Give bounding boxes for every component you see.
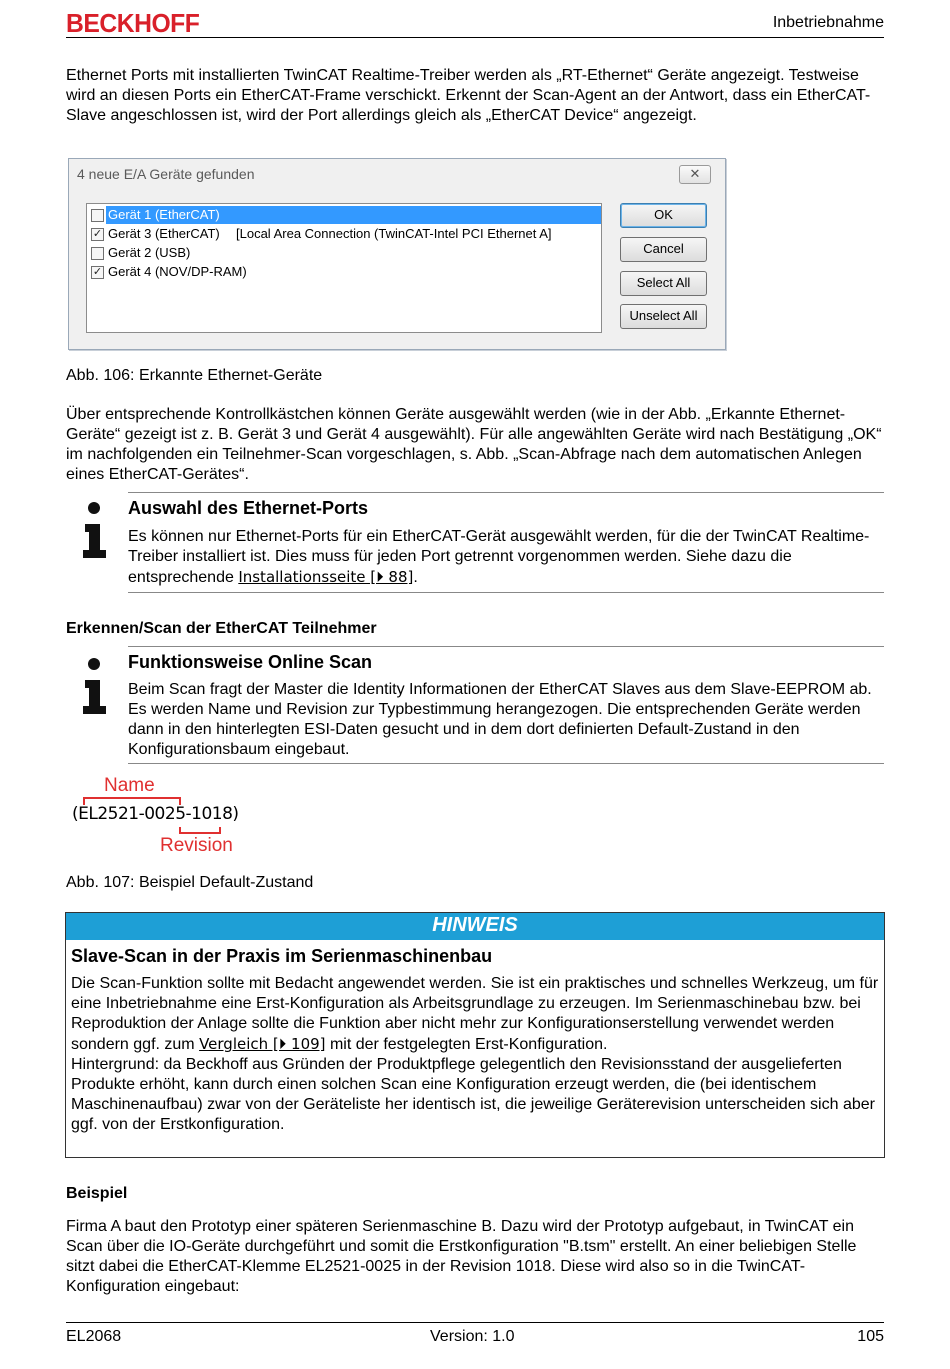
info-rule-top [128, 646, 884, 647]
device-connection: [Local Area Connection (TwinCAT-Intel PCI Ethernet A] [236, 226, 552, 241]
close-icon[interactable]: ✕ [679, 165, 711, 184]
device-label: Gerät 4 (NOV/DP-RAM) [108, 264, 247, 279]
unselect-all-button[interactable]: Unselect All [620, 304, 707, 329]
figure-106-caption: Abb. 106: Erkannte Ethernet-Geräte [66, 367, 323, 384]
footer-rule [66, 1322, 884, 1323]
section-title: Inbetriebnahme [772, 14, 884, 31]
example-heading: Beispiel [66, 1185, 128, 1202]
example-text: Firma A baut den Prototyp einer späteren Serienmaschine B. Dazu wird der Prototyp aufgebaut, in TwinCAT ein Scan über die IO-Geräte durchgeführt und somit die Erstkonfiguration "B.tsm" erstellt. An einer beliebigen Stelle sitzt dabei die EtherCAT-Klemme EL2521-0025 in der Revision 1018. Diese wird also so in die TwinCAT-Konfiguration eingebaut: [66, 1218, 857, 1295]
notice-label: HINWEIS [432, 914, 518, 936]
subheading: Erkennen/Scan der EtherCAT Teilnehmer [66, 620, 377, 637]
device-checkbox[interactable] [91, 209, 104, 222]
intro-paragraph: Ethernet Ports mit installierten TwinCAT Realtime-Treiber werden als „RT-Ethernet“ Geräte angezeigt. Testweise wird an diesen Ports ein EtherCAT-Frame verschickt. Erkennt der Scan-Agent an der Antwort, dass ein EtherCAT-Slave angeschlossen ist, wird der Port allerdings gleich als „EtherCAT Device“ angezeigt. [66, 67, 871, 124]
footer-version: Version: 1.0 [430, 1328, 515, 1345]
footer-page-number: 105 [857, 1328, 884, 1345]
cancel-button[interactable]: Cancel [620, 237, 707, 262]
info-icon [82, 500, 106, 570]
device-label: Gerät 3 (EtherCAT) [108, 226, 220, 241]
select-all-button[interactable]: Select All [620, 271, 707, 296]
name-annotation: Name [104, 775, 155, 796]
device-id: (EL2521-0025-1018) [72, 804, 239, 824]
dialog-title: 4 neue E/A Geräte gefunden [77, 166, 255, 182]
device-checkbox[interactable]: ✓ [92, 228, 103, 240]
notice-box [65, 912, 885, 1158]
footer-product: EL2068 [66, 1328, 122, 1345]
device-item-3[interactable] [91, 225, 599, 243]
info-text: Es können nur Ethernet-Ports für ein EtherCAT-Gerät ausgewählt werden, für die der TwinCAT Realtime-Treiber installiert ist. Dies muss für jeden Port getrennt vorgenommen werden. Siehe dazu die entsprechende Installationsseite [⏵ 88]. [128, 528, 870, 586]
info-rule-top [128, 492, 884, 493]
notice-text: Die Scan-Funktion sollte mit Bedacht angewendet werden. Sie ist ein praktisches und schnelles Werkzeug, um für eine Inbetriebnahme eine Erst-Konfiguration als Arbeitsgrundlage zu erzeugen. Im Serienmaschinebau bzw. bei Reproduktion der Anlage sollte die Funktion aber nicht mehr zur Konfigurationserstellung verwendet werden sondern ggf. zum Vergleich [⏵ 109] mit der festgelegten Erst-Konfiguration. Hintergrund: da Beckhoff aus Gründen der Produktpflege gelegentlich den Revisionsstand der ausgelieferten Produkte erhöht, kann durch einen solchen Scan eine Konfiguration erzeugt werden, die (bei identischem Maschinenaufbau) zwar von der Geräteliste her identisch ist, die jeweilige Geräterevision unterscheiden sich aber ggf. von der Erstkonfiguration. [71, 975, 879, 1133]
info-rule-bottom [128, 592, 884, 593]
ok-button[interactable]: OK [620, 203, 707, 228]
info-title: Auswahl des Ethernet-Ports [128, 498, 369, 518]
figure-107-caption: Abb. 107: Beispiel Default-Zustand [66, 874, 314, 891]
installation-page-link[interactable]: Installationsseite [⏵ 88] [238, 568, 414, 586]
header-rule [66, 37, 884, 38]
found-devices-dialog [68, 158, 726, 350]
comparison-link[interactable]: Vergleich [⏵ 109] [199, 1035, 326, 1053]
info-icon [82, 656, 106, 726]
device-label: Gerät 1 (EtherCAT) [108, 207, 220, 222]
notice-title: Slave-Scan in der Praxis im Serienmaschinenbau [71, 946, 493, 966]
device-list [86, 203, 602, 333]
info-text: Beim Scan fragt der Master die Identity Informationen der EtherCAT Slaves aus dem Slave-EEPROM ab. Es werden Name und Revision zur Typbestimmung herangezogen. Die entsprechenden Geräte werden dann in den hinterlegten ESI-Daten gesucht und in dem dort definierten Default-Zustand in den Konfigurationsbaum eingebaut. [128, 681, 872, 758]
device-item-4[interactable] [91, 263, 599, 281]
info-rule-bottom [128, 763, 884, 764]
device-item-2[interactable] [91, 244, 599, 262]
device-checkbox[interactable]: ✓ [92, 266, 103, 278]
device-item-1[interactable] [91, 206, 599, 224]
revision-annotation: Revision [160, 835, 233, 856]
selection-paragraph: Über entsprechende Kontrollkästchen können Geräte ausgewählt werden (wie in der Abb. „Erkannte Ethernet-Geräte“ gezeigt ist z. B. Gerät 3 und Gerät 4 ausgewählt). Für alle angewählten Geräte wird nach Bestätigung „OK“ im nachfolgenden ein Teilnehmer-Scan vorgeschlagen, s. Abb. „Scan-Abfrage nach dem automatischen Anlegen eines EtherCAT-Gerätes“. [66, 406, 882, 483]
beckhoff-logo: BECKHOFF [66, 8, 200, 38]
device-checkbox[interactable] [91, 247, 104, 260]
device-label: Gerät 2 (USB) [108, 245, 191, 260]
info-title: Funktionsweise Online Scan [128, 652, 373, 672]
